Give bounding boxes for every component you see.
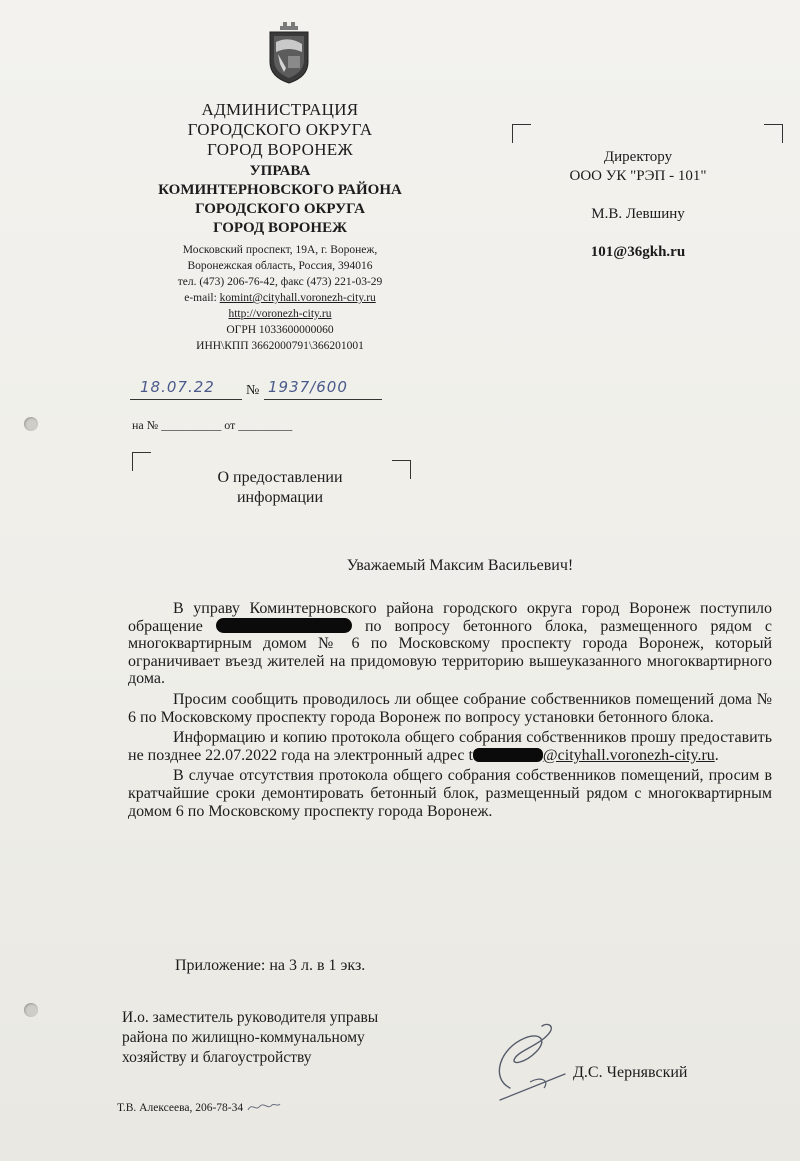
recipient-block — [538, 148, 738, 262]
signatory-position: И.о. заместитель руководителя управы района по жилищно-коммунальному хозяйству и благоустройству — [122, 1009, 379, 1066]
email-link[interactable]: komint@cityhall.voronezh-city.ru — [219, 292, 376, 304]
executor-initials-scribble — [246, 1100, 282, 1114]
issuer-header — [140, 100, 420, 354]
signatory-name: Д.С. Чернявский — [573, 1064, 688, 1081]
greeting: Уважаемый Максим Васильевич! — [346, 557, 574, 574]
letter-body — [128, 600, 772, 820]
executor-line: Т.В. Алексеева, 206-78-34 — [117, 1100, 282, 1114]
body-paragraph-1: В управу Коминтерновского района городского округа город Воронеж поступило обращение по вопросу бетонного блока, размещенного рядом с многоквартирным домом № 6 по Московскому проспекту города Воронеж, который ограничивает въезд жителей на придомовую территорию вышеуказанного многоквартирного дома. — [128, 600, 773, 688]
recipient-name: М.В. Левшину — [591, 206, 685, 222]
reference-line: на № __________ от _________ — [132, 418, 293, 432]
recipient-email: 101@36gkh.ru — [590, 244, 686, 260]
redacted-email-local — [473, 748, 543, 762]
redacted-applicant — [216, 618, 352, 633]
subject-corner — [132, 452, 151, 471]
address-line-1: Московский проспект, 19А, г. Воронеж, — [182, 244, 378, 256]
address-field-corner — [512, 124, 531, 143]
address-field-corner — [764, 124, 783, 143]
uprava-title: УПРАВА КОМИНТЕРНОВСКОГО РАЙОНА ГОРОДСКОГО ОКРУГА ГОРОД ВОРОНЕЖ — [158, 163, 402, 236]
attachment-note: Приложение: на 3 л. в 1 экз. — [175, 957, 366, 974]
body-paragraph-3: Информацию и копию протокола общего собрания собственников прошу предоставить не позднее 22.07.2022 года на электронный адрес t @cityhall.voronezh-city.ru. — [128, 729, 772, 764]
phone-fax: тел. (473) 206-76-42, факс (473) 221-03-29 — [177, 276, 383, 288]
address-line-2: Воронежская область, Россия, 394016 — [187, 260, 373, 272]
ogrn: ОГРН 1033600000060 — [226, 324, 334, 336]
punch-hole-bottom — [24, 1003, 38, 1017]
punch-hole-top — [24, 417, 38, 431]
issuer-contacts — [140, 242, 420, 354]
admin-title: АДМИНИСТРАЦИЯ ГОРОДСКОГО ОКРУГА ГОРОД ВОРОНЕЖ — [187, 100, 373, 159]
inn-kpp: ИНН\КПП 3662000791\366201001 — [196, 340, 364, 352]
website-link[interactable]: http://voronezh-city.ru — [228, 308, 332, 320]
number-underline — [264, 399, 382, 400]
number-sign: № — [246, 383, 260, 398]
recipient-company: ООО УК "РЭП - 101" — [569, 168, 707, 184]
registration-line — [130, 378, 390, 404]
email-domain: @cityhall.voronezh-city.ru — [542, 746, 715, 764]
redacted-email: t @cityhall.voronezh-city.ru — [468, 746, 715, 764]
handwritten-signature — [470, 1018, 580, 1103]
handwritten-date: 18.07.22 — [140, 378, 215, 396]
handwritten-number: 1937/600 — [268, 378, 348, 396]
coat-of-arms-emblem — [266, 22, 312, 84]
subject: О предоставлении информации — [217, 469, 343, 506]
email-line: e-mail: komint@cityhall.voronezh-city.ru — [184, 292, 376, 304]
date-underline — [130, 399, 242, 400]
body-paragraph-4: В случае отсутствия протокола общего собрания собственников помещений, просим в кратчайшие сроки демонтировать бетонный блок, размещенный рядом с многоквартирным домом 6 по Московскому проспекту города Воронеж. — [128, 767, 772, 820]
recipient-title: Директору — [603, 149, 673, 165]
body-paragraph-2: Просим сообщить проводилось ли общее собрание собственников помещений дома № 6 по Московскому проспекту города Воронеж по вопросу установки бетонного блока. — [128, 690, 772, 726]
subject-corner — [392, 460, 411, 479]
